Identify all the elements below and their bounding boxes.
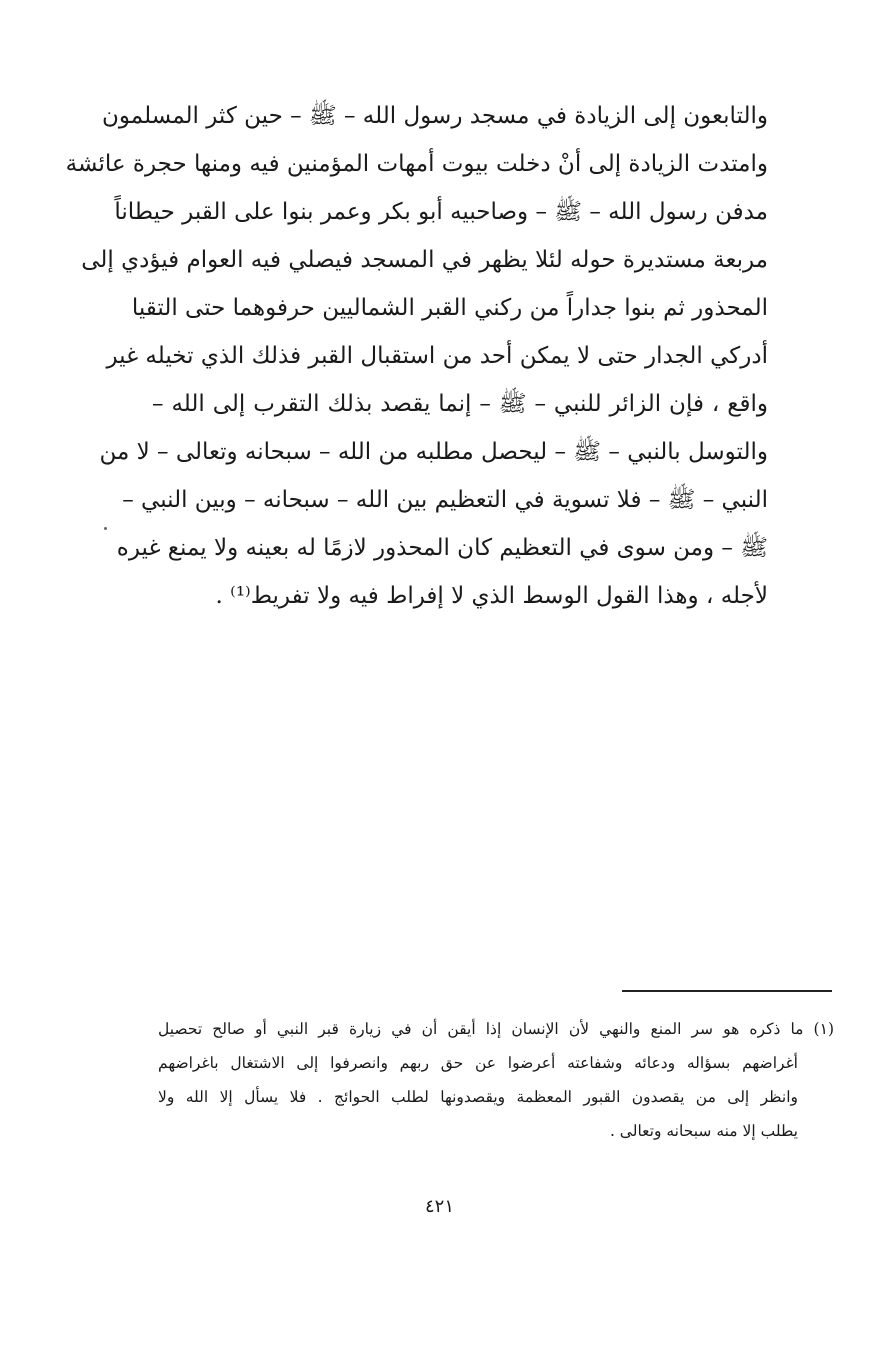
main-text-line: مدفن رسول الله – ﷺ – وصاحبيه أبو بكر وعمر بنوا على القبر حيطاناً bbox=[114, 199, 768, 225]
main-text-line: أدركي الجدار حتى لا يمكن أحد من استقبال القبر فذلك الذي تخيله غير bbox=[106, 343, 768, 369]
main-text-line: المحذور ثم بنوا جداراً من ركني القبر الشماليين حرفوهما حتى التقيا bbox=[131, 295, 768, 321]
footnote-line: يطلب إلا منه سبحانه وتعالى . bbox=[609, 1122, 798, 1140]
main-text-line: ﷺ – ومن سوى في التعظيم كان المحذور لازمًا له بعينه ولا يمنع غيره bbox=[116, 535, 768, 561]
main-text-line: النبي – ﷺ – فلا تسوية في التعظيم بين الله – سبحانه – وبين النبي – bbox=[122, 487, 768, 513]
footnote-line: وانظر إلى من يقصدون القبور المعظمة ويقصدونها لطلب الحوائج . فلا يسأل إلا الله ولا bbox=[158, 1088, 798, 1106]
footnote-divider bbox=[622, 990, 832, 992]
main-text-line: والتابعون إلى الزيادة في مسجد رسول الله – ﷺ – حين كثر المسلمون bbox=[102, 103, 768, 129]
main-text-line: مربعة مستديرة حوله لئلا يظهر في المسجد فيصلي فيه العوام فيؤدي إلى bbox=[81, 247, 768, 273]
footnote-line: أغراضهم بسؤاله ودعائه وشفاعته أعرضوا عن حق ربهم وانصرفوا إلى الاشتغال باغراضهم bbox=[158, 1054, 798, 1072]
page-number: ٤٢١ bbox=[424, 1196, 454, 1217]
footnote-block bbox=[158, 1012, 834, 1148]
footnote-line: (١) ما ذكره هو سر المنع والنهي لأن الإنسان إذا أيقن أن في زيارة قبر النبي أو صالح تحصيل bbox=[158, 1020, 834, 1038]
main-text-line: لأجله ، وهذا القول الوسط الذي لا إفراط فيه ولا تفريط⁽¹⁾ . bbox=[215, 583, 768, 609]
main-text-line: واقع ، فإن الزائر للنبي – ﷺ – إنما يقصد بذلك التقرب إلى الله – bbox=[152, 391, 768, 417]
scan-speck bbox=[104, 527, 107, 530]
main-text-line: وامتدت الزيادة إلى أنْ دخلت بيوت أمهات المؤمنين فيه ومنها حجرة عائشة bbox=[65, 151, 768, 177]
main-text-line: والتوسل بالنبي – ﷺ – ليحصل مطلبه من الله – سبحانه وتعالى – لا من bbox=[99, 439, 768, 465]
main-text-block bbox=[65, 92, 768, 620]
